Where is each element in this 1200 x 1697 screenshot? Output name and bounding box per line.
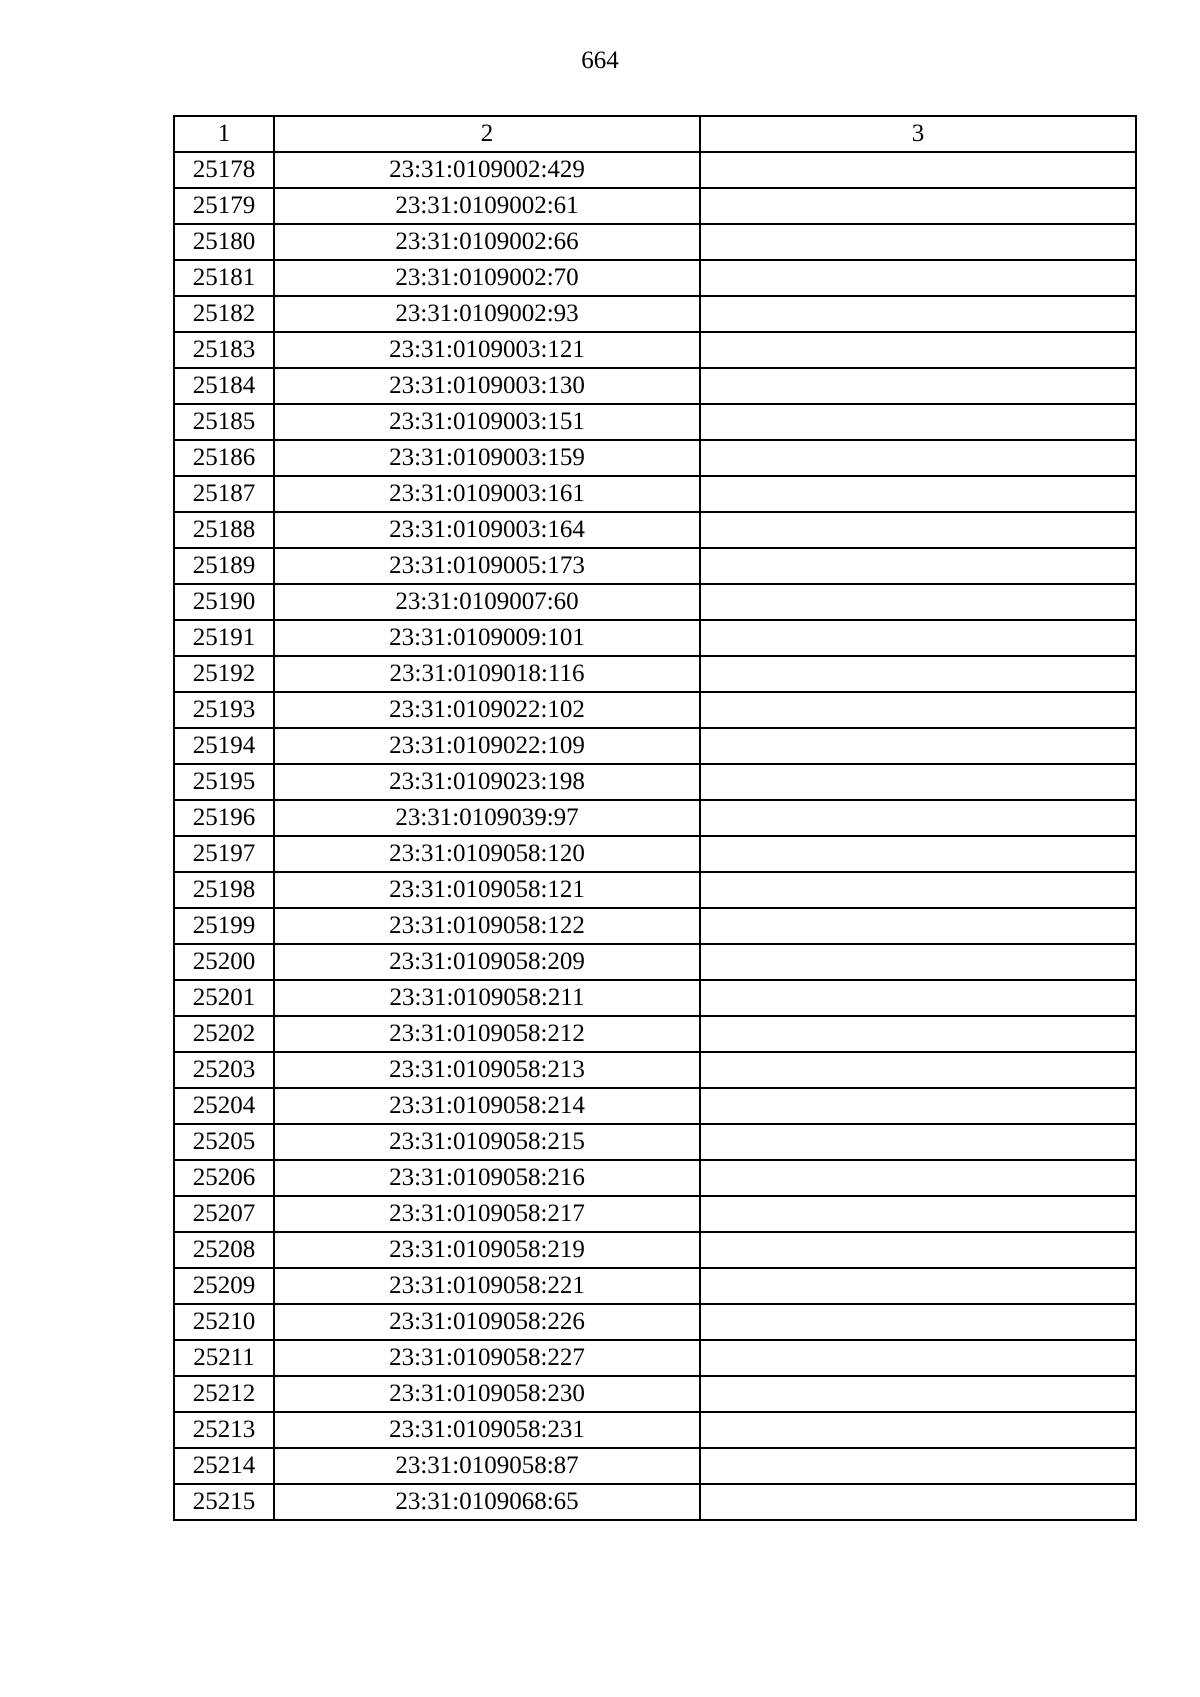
table-row	[174, 188, 1136, 224]
notes-cell	[700, 296, 1136, 332]
row-number-cell: 25212	[174, 1376, 274, 1412]
cadastral-number-cell: 23:31:0109058:215	[274, 1124, 700, 1160]
row-number-cell: 25208	[174, 1232, 274, 1268]
notes-cell	[700, 404, 1136, 440]
notes-cell	[700, 908, 1136, 944]
table-row	[174, 332, 1136, 368]
table-row	[174, 1412, 1136, 1448]
cadastral-number-cell: 23:31:0109058:230	[274, 1376, 700, 1412]
notes-cell	[700, 764, 1136, 800]
cadastral-number-cell: 23:31:0109003:121	[274, 332, 700, 368]
table-row	[174, 620, 1136, 656]
notes-cell	[700, 548, 1136, 584]
notes-cell	[700, 692, 1136, 728]
table-row	[174, 224, 1136, 260]
notes-cell	[700, 512, 1136, 548]
notes-cell	[700, 620, 1136, 656]
row-number-cell: 25200	[174, 944, 274, 980]
table-row	[174, 764, 1136, 800]
cadastral-table	[173, 115, 1137, 1521]
notes-cell	[700, 260, 1136, 296]
row-number-cell: 25184	[174, 368, 274, 404]
row-number-cell: 25199	[174, 908, 274, 944]
table-row	[174, 692, 1136, 728]
table-row	[174, 1268, 1136, 1304]
table-row	[174, 728, 1136, 764]
table-row	[174, 1304, 1136, 1340]
notes-cell	[700, 1340, 1136, 1376]
table-row	[174, 1088, 1136, 1124]
notes-cell	[700, 1160, 1136, 1196]
cadastral-number-cell: 23:31:0109058:213	[274, 1052, 700, 1088]
cadastral-number-cell: 23:31:0109002:429	[274, 152, 700, 188]
row-number-cell: 25197	[174, 836, 274, 872]
notes-cell	[700, 1088, 1136, 1124]
notes-cell	[700, 1484, 1136, 1520]
notes-cell	[700, 224, 1136, 260]
table-row	[174, 404, 1136, 440]
table-row	[174, 1016, 1136, 1052]
column-header-3: 3	[700, 116, 1136, 152]
notes-cell	[700, 440, 1136, 476]
cadastral-number-cell: 23:31:0109002:61	[274, 188, 700, 224]
table-row	[174, 1196, 1136, 1232]
row-number-cell: 25193	[174, 692, 274, 728]
row-number-cell: 25178	[174, 152, 274, 188]
row-number-cell: 25209	[174, 1268, 274, 1304]
table-row	[174, 1376, 1136, 1412]
table-row	[174, 908, 1136, 944]
table-body	[174, 152, 1136, 1520]
table-header	[174, 116, 1136, 152]
cadastral-number-cell: 23:31:0109058:221	[274, 1268, 700, 1304]
row-number-cell: 25180	[174, 224, 274, 260]
notes-cell	[700, 836, 1136, 872]
notes-cell	[700, 1448, 1136, 1484]
cadastral-number-cell: 23:31:0109058:231	[274, 1412, 700, 1448]
table-row	[174, 1160, 1136, 1196]
table-row	[174, 980, 1136, 1016]
notes-cell	[700, 332, 1136, 368]
notes-cell	[700, 1232, 1136, 1268]
cadastral-number-cell: 23:31:0109058:212	[274, 1016, 700, 1052]
notes-cell	[700, 368, 1136, 404]
cadastral-number-cell: 23:31:0109002:93	[274, 296, 700, 332]
notes-cell	[700, 1196, 1136, 1232]
row-number-cell: 25190	[174, 584, 274, 620]
row-number-cell: 25187	[174, 476, 274, 512]
row-number-cell: 25201	[174, 980, 274, 1016]
cadastral-number-cell: 23:31:0109009:101	[274, 620, 700, 656]
cadastral-number-cell: 23:31:0109058:219	[274, 1232, 700, 1268]
row-number-cell: 25215	[174, 1484, 274, 1520]
notes-cell	[700, 656, 1136, 692]
notes-cell	[700, 1412, 1136, 1448]
notes-cell	[700, 872, 1136, 908]
row-number-cell: 25194	[174, 728, 274, 764]
cadastral-number-cell: 23:31:0109002:66	[274, 224, 700, 260]
row-number-cell: 25186	[174, 440, 274, 476]
table-row	[174, 656, 1136, 692]
page-number: 664	[581, 47, 619, 74]
cadastral-number-cell: 23:31:0109003:164	[274, 512, 700, 548]
table-row	[174, 368, 1136, 404]
table-row	[174, 1124, 1136, 1160]
cadastral-number-cell: 23:31:0109058:214	[274, 1088, 700, 1124]
cadastral-number-cell: 23:31:0109058:209	[274, 944, 700, 980]
table-row	[174, 1448, 1136, 1484]
column-header-1: 1	[174, 116, 274, 152]
row-number-cell: 25203	[174, 1052, 274, 1088]
table-row	[174, 1052, 1136, 1088]
table-row	[174, 1484, 1136, 1520]
row-number-cell: 25192	[174, 656, 274, 692]
row-number-cell: 25195	[174, 764, 274, 800]
cadastral-number-cell: 23:31:0109058:122	[274, 908, 700, 944]
row-number-cell: 25211	[174, 1340, 274, 1376]
notes-cell	[700, 584, 1136, 620]
cadastral-number-cell: 23:31:0109005:173	[274, 548, 700, 584]
notes-cell	[700, 1268, 1136, 1304]
table-row	[174, 1340, 1136, 1376]
table-row	[174, 800, 1136, 836]
row-number-cell: 25206	[174, 1160, 274, 1196]
row-number-cell: 25204	[174, 1088, 274, 1124]
cadastral-number-cell: 23:31:0109003:151	[274, 404, 700, 440]
table-row	[174, 944, 1136, 980]
row-number-cell: 25181	[174, 260, 274, 296]
notes-cell	[700, 800, 1136, 836]
table-row	[174, 548, 1136, 584]
cadastral-number-cell: 23:31:0109023:198	[274, 764, 700, 800]
notes-cell	[700, 1304, 1136, 1340]
table-row	[174, 584, 1136, 620]
cadastral-number-cell: 23:31:0109039:97	[274, 800, 700, 836]
cadastral-number-cell: 23:31:0109058:226	[274, 1304, 700, 1340]
row-number-cell: 25185	[174, 404, 274, 440]
cadastral-number-cell: 23:31:0109058:121	[274, 872, 700, 908]
table-row	[174, 476, 1136, 512]
row-number-cell: 25179	[174, 188, 274, 224]
cadastral-number-cell: 23:31:0109018:116	[274, 656, 700, 692]
notes-cell	[700, 476, 1136, 512]
notes-cell	[700, 944, 1136, 980]
notes-cell	[700, 152, 1136, 188]
notes-cell	[700, 188, 1136, 224]
cadastral-number-cell: 23:31:0109003:159	[274, 440, 700, 476]
cadastral-number-cell: 23:31:0109058:87	[274, 1448, 700, 1484]
cadastral-number-cell: 23:31:0109058:216	[274, 1160, 700, 1196]
row-number-cell: 25189	[174, 548, 274, 584]
notes-cell	[700, 728, 1136, 764]
row-number-cell: 25202	[174, 1016, 274, 1052]
cadastral-number-cell: 23:31:0109058:211	[274, 980, 700, 1016]
column-header-2: 2	[274, 116, 700, 152]
cadastral-number-cell: 23:31:0109003:161	[274, 476, 700, 512]
table-row	[174, 440, 1136, 476]
row-number-cell: 25210	[174, 1304, 274, 1340]
cadastral-number-cell: 23:31:0109007:60	[274, 584, 700, 620]
table-row	[174, 836, 1136, 872]
row-number-cell: 25214	[174, 1448, 274, 1484]
table-row	[174, 260, 1136, 296]
table-row	[174, 512, 1136, 548]
row-number-cell: 25183	[174, 332, 274, 368]
row-number-cell: 25205	[174, 1124, 274, 1160]
notes-cell	[700, 1016, 1136, 1052]
cadastral-number-cell: 23:31:0109068:65	[274, 1484, 700, 1520]
notes-cell	[700, 1052, 1136, 1088]
row-number-cell: 25213	[174, 1412, 274, 1448]
cadastral-number-cell: 23:31:0109022:109	[274, 728, 700, 764]
cadastral-number-cell: 23:31:0109002:70	[274, 260, 700, 296]
notes-cell	[700, 1124, 1136, 1160]
cadastral-number-cell: 23:31:0109003:130	[274, 368, 700, 404]
table-header-row	[174, 116, 1136, 152]
cadastral-number-cell: 23:31:0109058:227	[274, 1340, 700, 1376]
row-number-cell: 25191	[174, 620, 274, 656]
table-row	[174, 152, 1136, 188]
table-row	[174, 1232, 1136, 1268]
notes-cell	[700, 1376, 1136, 1412]
notes-cell	[700, 980, 1136, 1016]
cadastral-number-cell: 23:31:0109022:102	[274, 692, 700, 728]
row-number-cell: 25188	[174, 512, 274, 548]
row-number-cell: 25198	[174, 872, 274, 908]
row-number-cell: 25182	[174, 296, 274, 332]
table-row	[174, 296, 1136, 332]
row-number-cell: 25196	[174, 800, 274, 836]
table-row	[174, 872, 1136, 908]
cadastral-number-cell: 23:31:0109058:120	[274, 836, 700, 872]
row-number-cell: 25207	[174, 1196, 274, 1232]
cadastral-number-cell: 23:31:0109058:217	[274, 1196, 700, 1232]
